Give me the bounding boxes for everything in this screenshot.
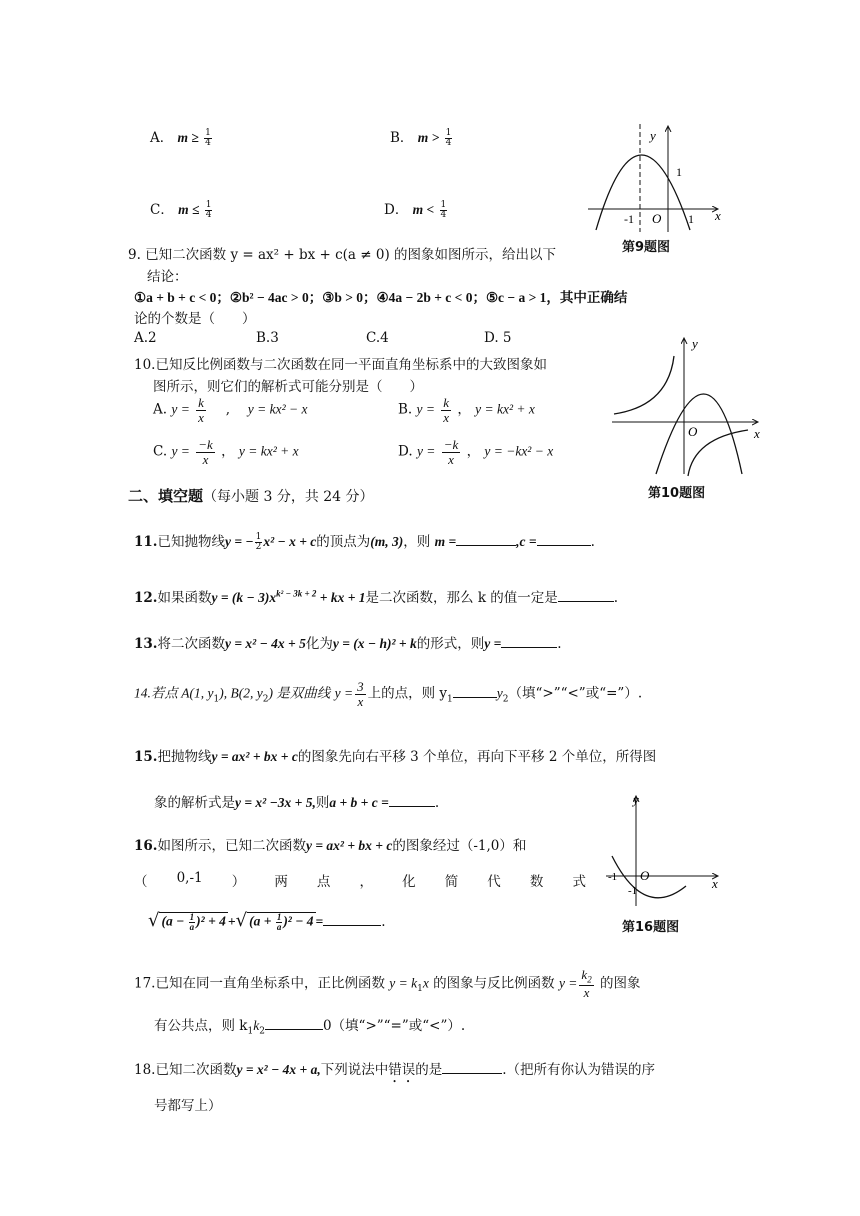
option-label: C. (153, 443, 168, 460)
frac-num: k (581, 967, 588, 982)
question-number: 11. (134, 534, 158, 550)
q15-expr: y = x² −3x + 5, (235, 795, 316, 810)
figure-16-caption: 第16题图 (622, 920, 680, 935)
section-heading (128, 485, 374, 506)
func-quadratic: y = −kx² − x (484, 443, 554, 459)
q16-line2 (134, 870, 586, 890)
q8-option-d (384, 198, 448, 220)
subscript: 1 (213, 694, 220, 705)
q16-word: 两 (274, 874, 288, 890)
answer-blank[interactable] (453, 683, 497, 698)
fig10-origin-label: O (688, 424, 698, 439)
q16-text-post: 的图象经过（-1,0）和 (392, 838, 527, 854)
frac-den: 4 (205, 210, 212, 220)
q17-text-post: 的图象 (595, 975, 641, 992)
frac-den: x (448, 451, 454, 467)
q16-word: 简 (444, 874, 459, 890)
section-title: 二、填空题 (128, 487, 204, 505)
answer-blank[interactable] (442, 1059, 502, 1074)
q11-expr: y = − (225, 534, 254, 549)
y-equals: y = (416, 443, 436, 459)
q18-text-mid: 下列说法中 (320, 1062, 389, 1078)
q18-emphasis: 错误 (388, 1062, 416, 1078)
q11-c-eq: ,c = (516, 534, 537, 549)
q9-line2: 结论： (147, 269, 188, 285)
fig9-y1-label: 1 (676, 165, 682, 179)
hyperbola-branch-left (614, 356, 674, 414)
q12 (134, 586, 618, 606)
q17-hint: 0（填“>”“=”或“<”）. (322, 1018, 466, 1034)
q13-text-post: 的形式，则 (416, 636, 485, 652)
q9-choice-b: B.3 (256, 330, 279, 346)
frac-num: 1 (445, 128, 452, 138)
fraction (196, 396, 206, 424)
period: . (381, 914, 386, 930)
frac-num: k (443, 395, 450, 410)
y-equals: y = (416, 401, 435, 417)
q16-word: 代 (487, 874, 501, 890)
frac-num: 1 (205, 128, 211, 138)
y-equals: y = (171, 443, 190, 459)
option-label: B. (398, 401, 413, 418)
q13-text: 将二次函数 (157, 636, 225, 652)
section-note: （每小题 3 分，共 24 分） (203, 489, 374, 505)
question-number: 12. (134, 590, 158, 606)
q11 (134, 530, 595, 552)
func-quadratic: y = kx² + x (238, 443, 299, 459)
q12-expr: y = (k − 3)x (211, 590, 277, 605)
option-label: C． (150, 202, 174, 218)
fig16-neg1y-label: -1 (628, 885, 638, 897)
q14-text-mid: ), B(2, y (219, 685, 263, 701)
q13-text-mid: 化为 (305, 636, 333, 652)
fig9-neg1-label: -1 (624, 212, 634, 226)
q10-line2: 图所示，则它们的解析式可能分别是（ ） (153, 379, 423, 395)
q10-line1: 10.已知反比例函数与二次函数在同一平面直角坐标系中的大致图象如 (134, 357, 547, 373)
fig9-x1-label: 1 (688, 212, 694, 226)
q12-text: 如果函数 (157, 590, 212, 606)
option-label: D． (384, 202, 409, 218)
q15-text: 把抛物线 (157, 749, 212, 765)
q14-text-post: 上的点，则 y (367, 685, 448, 702)
q16-word: 数 (529, 874, 544, 890)
q17-x: x (422, 975, 429, 991)
fraction (579, 968, 593, 1000)
q11-vertex: (m, 3) (370, 534, 404, 549)
q18-line2: 号都写上） (154, 1098, 222, 1114)
q18-text: 18.已知二次函数 (134, 1062, 237, 1078)
fig16-neg1x-label: -1 (608, 871, 618, 883)
question-number: 16. (134, 838, 158, 854)
frac-den: 4 (445, 138, 452, 148)
q12-expr-rest: + kx + 1 (316, 590, 366, 605)
subscript: 2 (587, 974, 592, 985)
subscript: 1 (417, 984, 423, 995)
q18-expr: y = x² − 4x + a, (236, 1062, 321, 1077)
q16-word: 点 (316, 874, 331, 890)
fraction (441, 396, 451, 424)
q17-line1 (134, 968, 641, 1000)
q14 (134, 680, 642, 708)
q11-m-eq: m = (434, 534, 457, 549)
frac-num: −k (198, 437, 213, 452)
answer-blank[interactable] (323, 911, 381, 926)
frac-num: 1 (276, 912, 282, 923)
q17-func2: y = (558, 975, 578, 991)
answer-blank[interactable] (501, 633, 557, 648)
q8-option-c (150, 198, 213, 220)
period: . (557, 636, 562, 652)
subscript: 1 (247, 1026, 254, 1037)
option-label: D. (398, 443, 413, 460)
q9-choice-d: D. 5 (484, 330, 512, 346)
radical-text: (a + (249, 914, 275, 929)
q12-text-post: 是二次函数，那么 k 的值一定是 (365, 590, 558, 606)
q16-text: 如图所示，已知二次函数 (157, 838, 306, 854)
radical-2 (247, 912, 315, 932)
frac-num: 1 (205, 200, 212, 210)
radical-text: (a − (161, 914, 188, 929)
q14-hint: （填“>”“<”或“=”）. (508, 685, 643, 702)
q17-text-mid: 的图象与反比例函数 (428, 975, 559, 992)
q10-option-b: B. y = $\frac{k}{x}$ ， y = kx² + x (398, 395, 535, 425)
frac-den: x (198, 409, 204, 425)
q9-line3: ①a + b + c < 0；②b² − 4ac > 0；③b > 0；④4a − 2b + c < 0；⑤c − a > 1，其中正确结 (134, 290, 628, 305)
q18-text-mid2: 的是 (415, 1062, 443, 1078)
question-number: 13. (134, 636, 158, 652)
fraction (189, 913, 196, 932)
q17-text: 17.已知在同一直角坐标系中，正比例函数 (134, 975, 390, 992)
fraction (205, 201, 213, 220)
frac-den: x (583, 985, 590, 1001)
option-expr: m ≤ (178, 202, 200, 217)
q9-choice-c: C.4 (366, 330, 389, 346)
figure-10-caption: 第10题图 (648, 486, 706, 501)
q15-expr: y = ax² + bx + c (211, 749, 298, 764)
func-quadratic: y = kx² + x (475, 401, 535, 417)
question-number: 15. (134, 749, 158, 765)
q16-line1 (134, 834, 526, 854)
q8-option-b (390, 126, 453, 148)
q15-line1 (134, 745, 656, 765)
q14-text: 14.若点 A(1, y (134, 685, 214, 701)
answer-blank[interactable] (456, 531, 516, 546)
q15-line2 (154, 791, 439, 811)
q16-word: ， (359, 874, 373, 890)
q17-k: k (253, 1018, 260, 1033)
fig9-origin-label: O (652, 211, 662, 226)
fraction (204, 129, 212, 148)
answer-blank[interactable] (537, 531, 591, 546)
fig10-x-label: x (754, 426, 760, 441)
q15-text-post: 的图象先向右平移 3 个单位，再向下平移 2 个单位，所得图 (297, 749, 657, 765)
q16-line3: √ (a − $\frac{1}{a}$ )² + 4 +√ (a + $\frac{1}{a}$ )² − 4 = . (148, 910, 386, 933)
frac-num: k (198, 395, 204, 410)
option-label: B． (390, 130, 414, 146)
equals-sign: = (315, 914, 324, 929)
option-label: A． (150, 130, 174, 146)
q18-text-end: .（把所有你认为错误的序 (502, 1062, 656, 1078)
frac-num: 1 (440, 200, 447, 210)
fig16-y-label: y (633, 792, 639, 807)
fraction (355, 680, 366, 708)
q10-option-a: A. y = $\frac{k}{x}$ , y = kx² − x (153, 395, 308, 425)
frac-den: 4 (205, 138, 211, 148)
q15-expr2: a + b + c = (329, 795, 389, 810)
radical-1 (159, 912, 227, 932)
q11-expr-rest: x² − x + c (263, 534, 317, 549)
q16-expr: y = ax² + bx + c (306, 838, 393, 853)
frac-den: 4 (440, 210, 447, 220)
q10-option-d: D. y = $\frac{-k}{x}$ ， y = −kx² − x (398, 437, 554, 467)
q13-expr2: y = (x − h)² + k (332, 636, 417, 651)
q16-word: （ (134, 874, 148, 890)
option-expr: m > (417, 130, 440, 145)
q14-y2: y (496, 685, 503, 701)
answer-blank[interactable] (389, 792, 435, 807)
q17-text: 有公共点，则 k (154, 1018, 248, 1034)
subscript: 2 (262, 694, 269, 705)
frac-num: 3 (357, 679, 364, 694)
subscript: 2 (259, 1026, 265, 1037)
frac-den: x (357, 693, 364, 709)
fig9-x-label: x (715, 208, 721, 223)
frac-den: x (443, 409, 450, 425)
q13-expr1: y = x² − 4x + 5 (225, 636, 306, 651)
answer-blank[interactable] (558, 587, 614, 602)
fig16-origin-label: O (640, 868, 650, 883)
option-label: A. (153, 401, 168, 418)
period: . (434, 795, 440, 811)
answer-blank[interactable] (265, 1015, 323, 1030)
radical-text: )² − 4 (283, 914, 314, 929)
q10-option-c: C. y = $\frac{-k}{x}$ ， y = kx² + x (153, 437, 299, 467)
frac-den: a (189, 922, 195, 933)
figure-9-caption: 第9题图 (622, 240, 671, 255)
fig16-x-label: x (712, 876, 718, 891)
option-expr: m ≥ (177, 130, 199, 145)
q17-line2 (154, 1014, 465, 1037)
fraction (442, 438, 461, 466)
q9-choice-a: A.2 (134, 330, 157, 346)
period: . (613, 590, 619, 606)
q11-then: ，则 (403, 534, 431, 550)
q13 (134, 632, 562, 652)
plus-sign: + (227, 914, 236, 929)
q14-text-mid2: ) 是双曲线 (268, 685, 331, 701)
subscript: 2 (502, 694, 509, 705)
fraction (196, 438, 215, 466)
q16-word: 0,-1 (176, 870, 203, 886)
fraction: $\frac{1}{2}$ (255, 532, 262, 552)
figure-16 (600, 790, 730, 912)
q11-text: 已知抛物线 (157, 534, 225, 550)
fig10-y-label: y (692, 336, 698, 351)
frac-den: a (276, 922, 282, 933)
figure-10 (608, 334, 768, 482)
fraction (440, 201, 448, 220)
q14-y-eq: y = (334, 685, 354, 701)
func-quadratic: y = kx² − x (247, 401, 308, 417)
q16-word: 式 (572, 874, 586, 890)
q12-exponent: k² − 3k + 2 (276, 588, 317, 599)
frac-den: x (202, 451, 209, 467)
figure-9 (580, 120, 730, 255)
q15-then: 则 (315, 795, 330, 811)
q9-line1: 9. 已知二次函数 y = ax² + bx + c(a ≠ 0) 的图象如图所示，给出以下 (128, 247, 557, 263)
q18-line1 (134, 1058, 655, 1086)
q8-option-a (150, 126, 213, 148)
q15-text: 象的解析式是 (154, 795, 235, 811)
q13-y-eq: y = (484, 636, 502, 651)
fraction (445, 129, 453, 148)
q16-word: 化 (402, 874, 416, 890)
option-expr: m < (412, 202, 435, 217)
fig9-y-label: y (650, 128, 656, 143)
frac-num: 1 (189, 912, 195, 923)
q17-func1: y = k (389, 975, 418, 991)
subscript: 1 (447, 694, 453, 705)
q16-word: ） (231, 874, 246, 890)
fraction (276, 913, 283, 932)
y-equals: y = (171, 401, 190, 417)
frac-num: −k (443, 437, 459, 452)
period: . (590, 534, 595, 550)
q9-line4: 论的个数是（ ） (134, 311, 256, 327)
q11-text-mid: 的顶点为 (316, 534, 371, 550)
radical-text: )² + 4 (196, 914, 226, 929)
